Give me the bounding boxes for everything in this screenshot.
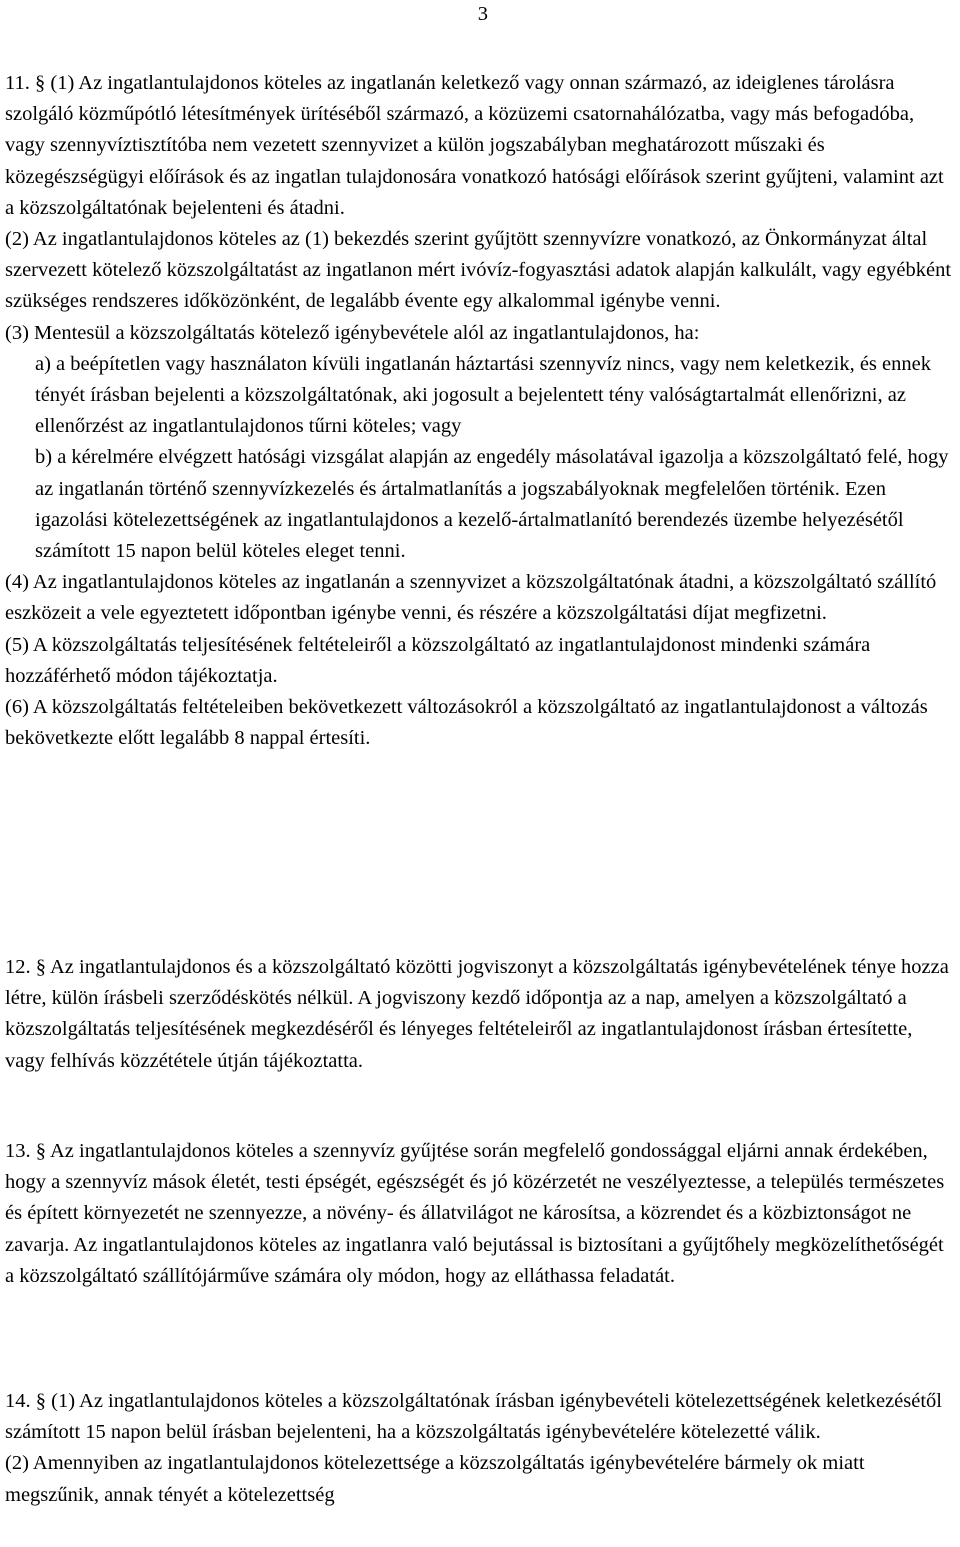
paragraph-11-6: (6) A közszolgáltatás feltételeiben bekövetkezett változásokról a közszolgáltató az ingatlantulajdonost a változás bekövetkezte előtt legalább 8 nappal értesíti. [5, 696, 928, 750]
section-13 [5, 1136, 955, 1292]
paragraph-13: 13. § Az ingatlantulajdonos köteles a szennyvíz gyűjtése során megfelelő gondossággal eljárni annak érdekében, hogy a szennyvíz mások életét, testi épségét, egészségét és jó közérzetét ne veszélyeztesse, a település természetes és épített környezetét ne szennyezze, a növény- és állatvilágot ne károsítsa, a közrendet és a közbiztonságot ne zavarja. Az ingatlantulajdonos köteles az ingatlanra való bejutással is biztosítani a gyűjtőhely megközelíthetőségét a közszolgáltató szállítójárműve számára oly módon, hogy az elláthassa feladatát. [5, 1140, 945, 1287]
paragraph-11-2: (2) Az ingatlantulajdonos köteles az (1) bekezdés szerint gyűjtött szennyvízre vonatkozó, az Önkormányzat által szervezett kötelező közszolgáltatást az ingatlanon mért ivóvíz-fogyasztási adatok alapján kalkulált, vagy egyébként szükséges rendszeres időközönként, de legalább évente egy alkalommal igénybe venni. [5, 228, 952, 313]
section-12 [5, 952, 955, 1077]
paragraph-12: 12. § Az ingatlantulajdonos és a közszolgáltató közötti jogviszonyt a közszolgáltatás igénybevételének ténye hozza létre, külön írásbeli szerződéskötés nélkül. A jogviszony kezdő időpontja az a nap, amelyen a közszolgáltató a közszolgáltatás teljesítésének megkezdéséről és lényeges feltételeiről az ingatlantulajdonost írásban értesítette, vagy felhívás közzététele útján tájékoztatta. [5, 956, 949, 1072]
paragraph-11-4: (4) Az ingatlantulajdonos köteles az ingatlanán a szennyvizet a közszolgáltatónak átadni, a közszolgáltató szállító eszközeit a vele egyeztetett időpontban igénybe venni, és részére a közszolgáltatási díjat megfizetni. [5, 571, 937, 625]
paragraph-11-1: 11. § (1) Az ingatlantulajdonos köteles az ingatlanán keletkező vagy onnan származó, az ideiglenes tárolásra szolgáló közműpótló létesítmények ürítéséből származó, a közüzemi csatornahálózatba, vagy más befogadóba, vagy szennyvíztisztítóba nem vezetett szennyvizet a külön jogszabályban meghatározott műszaki és közegészségügyi előírások és az ingatlan tulajdonosára vonatkozó hatósági előírások szerint gyűjteni, valamint azt a közszolgáltatónak bejelenteni és átadni. [5, 72, 944, 219]
paragraph-11-3-b: b) a kérelmére elvégzett hatósági vizsgálat alapján az engedély másolatával igazolja a közszolgáltató felé, hogy az ingatlanán történő szennyvízkezelés és ártalmatlanítás a jogszabályoknak megfelelően történik. Ezen igazolási kötelezettségének az ingatlantulajdonos a kezelő-ártalmatlanító berendezés üzembe helyezésétől számított 15 napon belül köteles eleget tenni. [35, 446, 949, 563]
paragraph-14-2: (2) Amennyiben az ingatlantulajdonos kötelezettsége a közszolgáltatás igénybevételére bármely ok miatt megszűnik, annak tényét a kötelezettség [5, 1452, 865, 1506]
paragraph-11-5: (5) A közszolgáltatás teljesítésének feltételeiről a közszolgáltató az ingatlantulajdonost mindenki számára hozzáférhető módon tájékoztatja. [5, 633, 871, 687]
paragraph-11-3: (3) Mentesül a közszolgáltatás kötelező igénybevétele alól az ingatlantulajdonos, ha: [5, 321, 700, 344]
section-14 [5, 1386, 955, 1511]
page-number: 3 [477, 3, 488, 25]
paragraph-14-1: 14. § (1) Az ingatlantulajdonos köteles a közszolgáltatónak írásban igénybevételi kötelezettségének keletkezésétől számított 15 napon belül írásban bejelenteni, ha a közszolgáltatás igénybevételére kötelezetté válik. [5, 1390, 942, 1444]
section-11 [5, 68, 955, 754]
paragraph-11-3-a: a) a beépítetlen vagy használaton kívüli ingatlanán háztartási szennyvíz nincs, vagy nem keletkezik, és ennek tényét írásban bejelenti a közszolgáltatónak, aki jogosult a bejelentett tény valóságtartalmát ellenőrizni, az ellenőrzést az ingatlantulajdonos tűrni köteles; vagy [35, 352, 931, 438]
